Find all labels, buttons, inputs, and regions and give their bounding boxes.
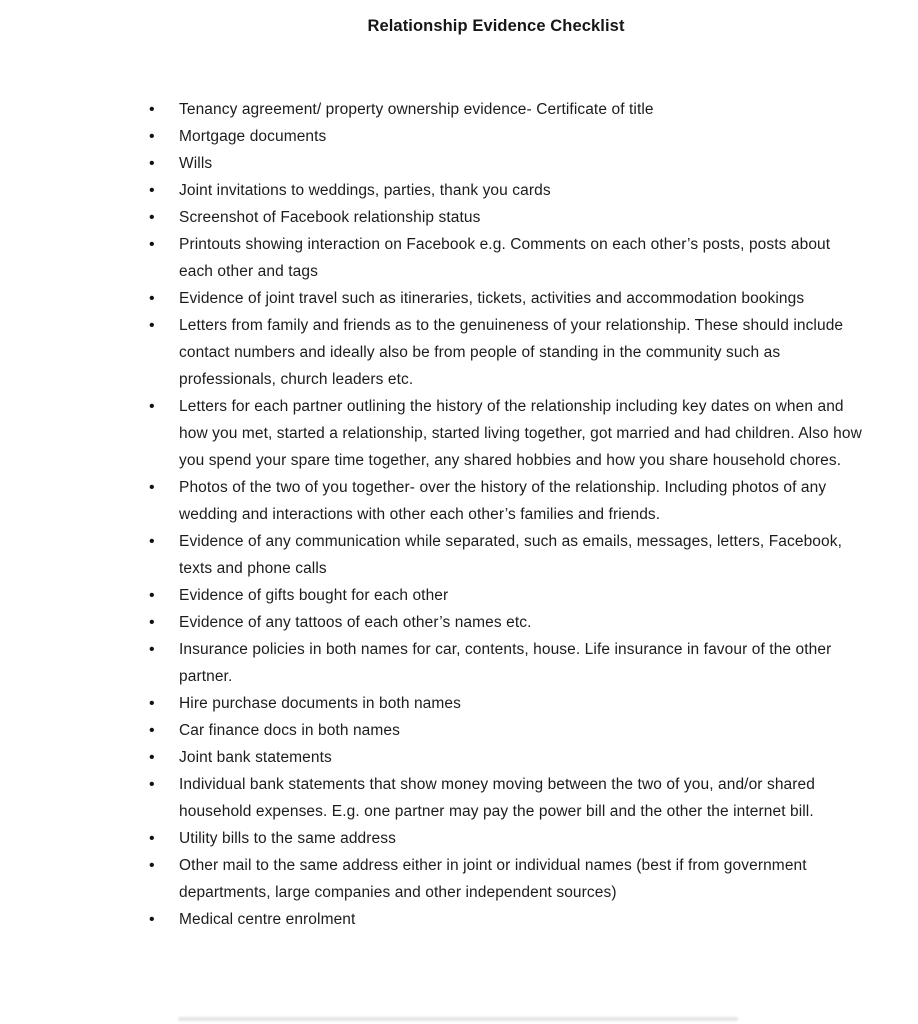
list-item-text: Wills [179, 155, 213, 172]
bullet-icon: • [149, 101, 155, 118]
list-item-text: Screenshot of Facebook relationship status [179, 209, 481, 226]
bullet-icon: • [149, 641, 155, 658]
list-item [130, 636, 868, 690]
bullet-icon: • [149, 911, 155, 928]
list-item [130, 582, 868, 609]
list-item [130, 177, 868, 204]
list-item-text: Letters from family and friends as to the genuineness of your relationship. These should include contact numbers and ideally also be from people of standing in the community such as professionals, church leaders etc. [179, 317, 844, 388]
list-item [130, 123, 868, 150]
list-item [130, 825, 868, 852]
list-item [130, 204, 868, 231]
bullet-icon: • [149, 722, 155, 739]
list-item [130, 528, 868, 582]
list-item [130, 852, 868, 906]
bullet-icon: • [149, 830, 155, 847]
list-item-text: Photos of the two of you together- over the history of the relationship. Including photos of any wedding and interactions with other each other’s families and friends. [179, 479, 827, 523]
bullet-icon: • [149, 857, 155, 874]
list-item [130, 150, 868, 177]
list-item [130, 771, 868, 825]
list-item [130, 285, 868, 312]
bullet-icon: • [149, 317, 155, 334]
list-item-text: Evidence of any tattoos of each other’s names etc. [179, 614, 532, 631]
list-item-text: Mortgage documents [179, 128, 327, 145]
list-item-text: Evidence of gifts bought for each other [179, 587, 449, 604]
list-item-text: Hire purchase documents in both names [179, 695, 461, 712]
list-item-text: Insurance policies in both names for car, contents, house. Life insurance in favour of the other partner. [179, 641, 832, 685]
list-item [130, 744, 868, 771]
list-item [130, 96, 868, 123]
list-item [130, 609, 868, 636]
list-item [130, 906, 868, 933]
bullet-icon: • [149, 290, 155, 307]
list-item-text: Tenancy agreement/ property ownership evidence- Certificate of title [179, 101, 654, 118]
bullet-icon: • [149, 209, 155, 226]
list-item [130, 717, 868, 744]
list-item-text: Medical centre enrolment [179, 911, 356, 928]
bullet-icon: • [149, 128, 155, 145]
bullet-icon: • [149, 614, 155, 631]
cutoff-text-remnant [178, 1017, 738, 1021]
bullet-icon: • [149, 236, 155, 253]
list-item [130, 393, 868, 474]
list-item-text: Letters for each partner outlining the history of the relationship including key dates on when and how you met, started a relationship, started living together, got married and had children. Also how you spend your spare time together, any shared hobbies and how you share household chores. [179, 398, 862, 469]
bullet-icon: • [149, 479, 155, 496]
list-item-text: Evidence of any communication while separated, such as emails, messages, letters, Facebook, texts and phone calls [179, 533, 843, 577]
bullet-icon: • [149, 533, 155, 550]
bullet-icon: • [149, 155, 155, 172]
list-item-text: Car finance docs in both names [179, 722, 400, 739]
checklist [130, 96, 868, 933]
list-item-text: Joint bank statements [179, 749, 332, 766]
bullet-icon: • [149, 695, 155, 712]
list-item [130, 312, 868, 393]
list-item-text: Printouts showing interaction on Facebook e.g. Comments on each other’s posts, posts about each other and tags [179, 236, 831, 280]
bullet-icon: • [149, 776, 155, 793]
bullet-icon: • [149, 587, 155, 604]
list-item [130, 690, 868, 717]
list-item [130, 474, 868, 528]
list-item-text: Other mail to the same address either in joint or individual names (best if from government departments, large companies and other independent sources) [179, 857, 807, 901]
page-title: Relationship Evidence Checklist [367, 17, 625, 35]
bullet-icon: • [149, 749, 155, 766]
bullet-icon: • [149, 398, 155, 415]
list-item-text: Joint invitations to weddings, parties, thank you cards [179, 182, 551, 199]
bullet-icon: • [149, 182, 155, 199]
list-item-text: Utility bills to the same address [179, 830, 396, 847]
list-item-text: Evidence of joint travel such as itineraries, tickets, activities and accommodation bookings [179, 290, 805, 307]
list-item [130, 231, 868, 285]
list-item-text: Individual bank statements that show money moving between the two of you, and/or shared household expenses. E.g. one partner may pay the power bill and the other the internet bill. [179, 776, 815, 820]
